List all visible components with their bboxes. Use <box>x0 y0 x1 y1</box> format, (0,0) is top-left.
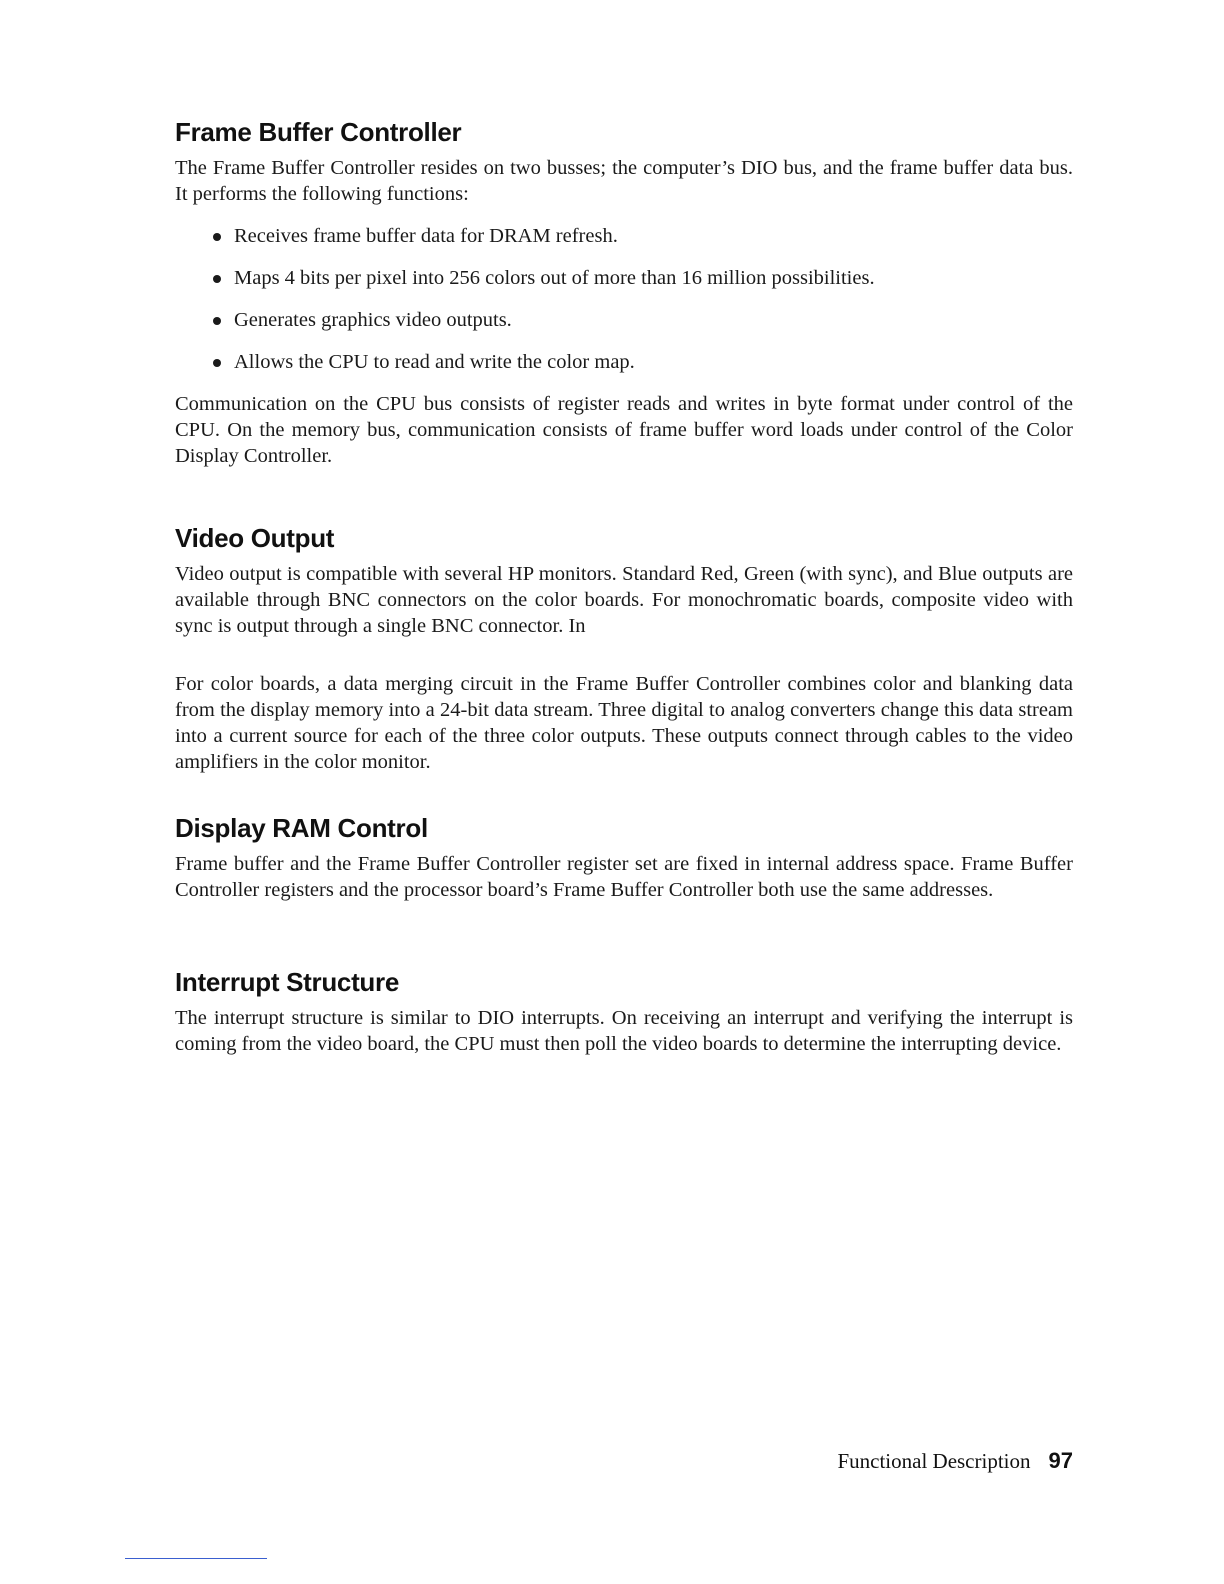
document-page <box>175 0 1073 1584</box>
paragraph-fbc-intro: The Frame Buffer Controller resides on two busses; the computer’s DIO bus, and the frame buffer data bus. It performs the following functions: <box>175 157 1073 205</box>
paragraph-interrupt-structure: The interrupt structure is similar to DIO interrupts. On receiving an interrupt and verifying the interrupt is coming from the video board, the CPU must then poll the video boards to determine the interrupting device. <box>175 1007 1073 1055</box>
section-video-output <box>175 523 1073 775</box>
page-number: 97 <box>1048 1448 1073 1473</box>
paragraph-video-output-1: Video output is compatible with several HP monitors. Standard Red, Green (with sync), and Blue outputs are available through BNC connectors on the color boards. For monochromatic boards, composite video with sync is output through a single BNC connector. In <box>175 563 1073 637</box>
bullet-icon <box>213 359 221 367</box>
list-item <box>175 265 1073 291</box>
section-frame-buffer-controller <box>175 117 1073 469</box>
page-footer <box>837 1447 1073 1475</box>
list-item-text: Generates graphics video outputs. <box>234 309 512 331</box>
heading-video-output: Video Output <box>175 523 335 553</box>
paragraph-video-output-2: For color boards, a data merging circuit in the Frame Buffer Controller combines color and blanking data from the display memory into a 24-bit data stream. Three digital to analog converters change this data stream into a current source for each of the three color outputs. These outputs connect through cables to the video amplifiers in the color monitor. <box>175 673 1073 773</box>
heading-interrupt-structure: Interrupt Structure <box>175 967 399 997</box>
function-list <box>175 223 1073 375</box>
list-item <box>175 223 1073 249</box>
list-item <box>175 307 1073 333</box>
bullet-icon <box>213 233 221 241</box>
paragraph-fbc-communication: Communication on the CPU bus consists of register reads and writes in byte format under control of the CPU. On the memory bus, communication consists of frame buffer word loads under control of the Color Display Controller. <box>175 393 1073 467</box>
list-item-text: Allows the CPU to read and write the color map. <box>234 351 635 373</box>
section-interrupt-structure <box>175 967 1073 1057</box>
list-item-text: Receives frame buffer data for DRAM refresh. <box>234 225 618 247</box>
paragraph-display-ram-control: Frame buffer and the Frame Buffer Controller register set are fixed in internal address space. Frame Buffer Controller registers and the processor board’s Frame Buffer Controller both use the same addresses. <box>175 853 1073 901</box>
footer-chapter-title: Functional Description <box>837 1449 1031 1473</box>
heading-frame-buffer-controller: Frame Buffer Controller <box>175 117 462 147</box>
section-display-ram-control <box>175 813 1073 903</box>
heading-display-ram-control: Display RAM Control <box>175 813 428 843</box>
list-item <box>175 349 1073 375</box>
bullet-icon <box>213 317 221 325</box>
bullet-icon <box>213 275 221 283</box>
list-item-text: Maps 4 bits per pixel into 256 colors out of more than 16 million possibilities. <box>234 267 875 289</box>
bottom-divider <box>125 1558 267 1559</box>
